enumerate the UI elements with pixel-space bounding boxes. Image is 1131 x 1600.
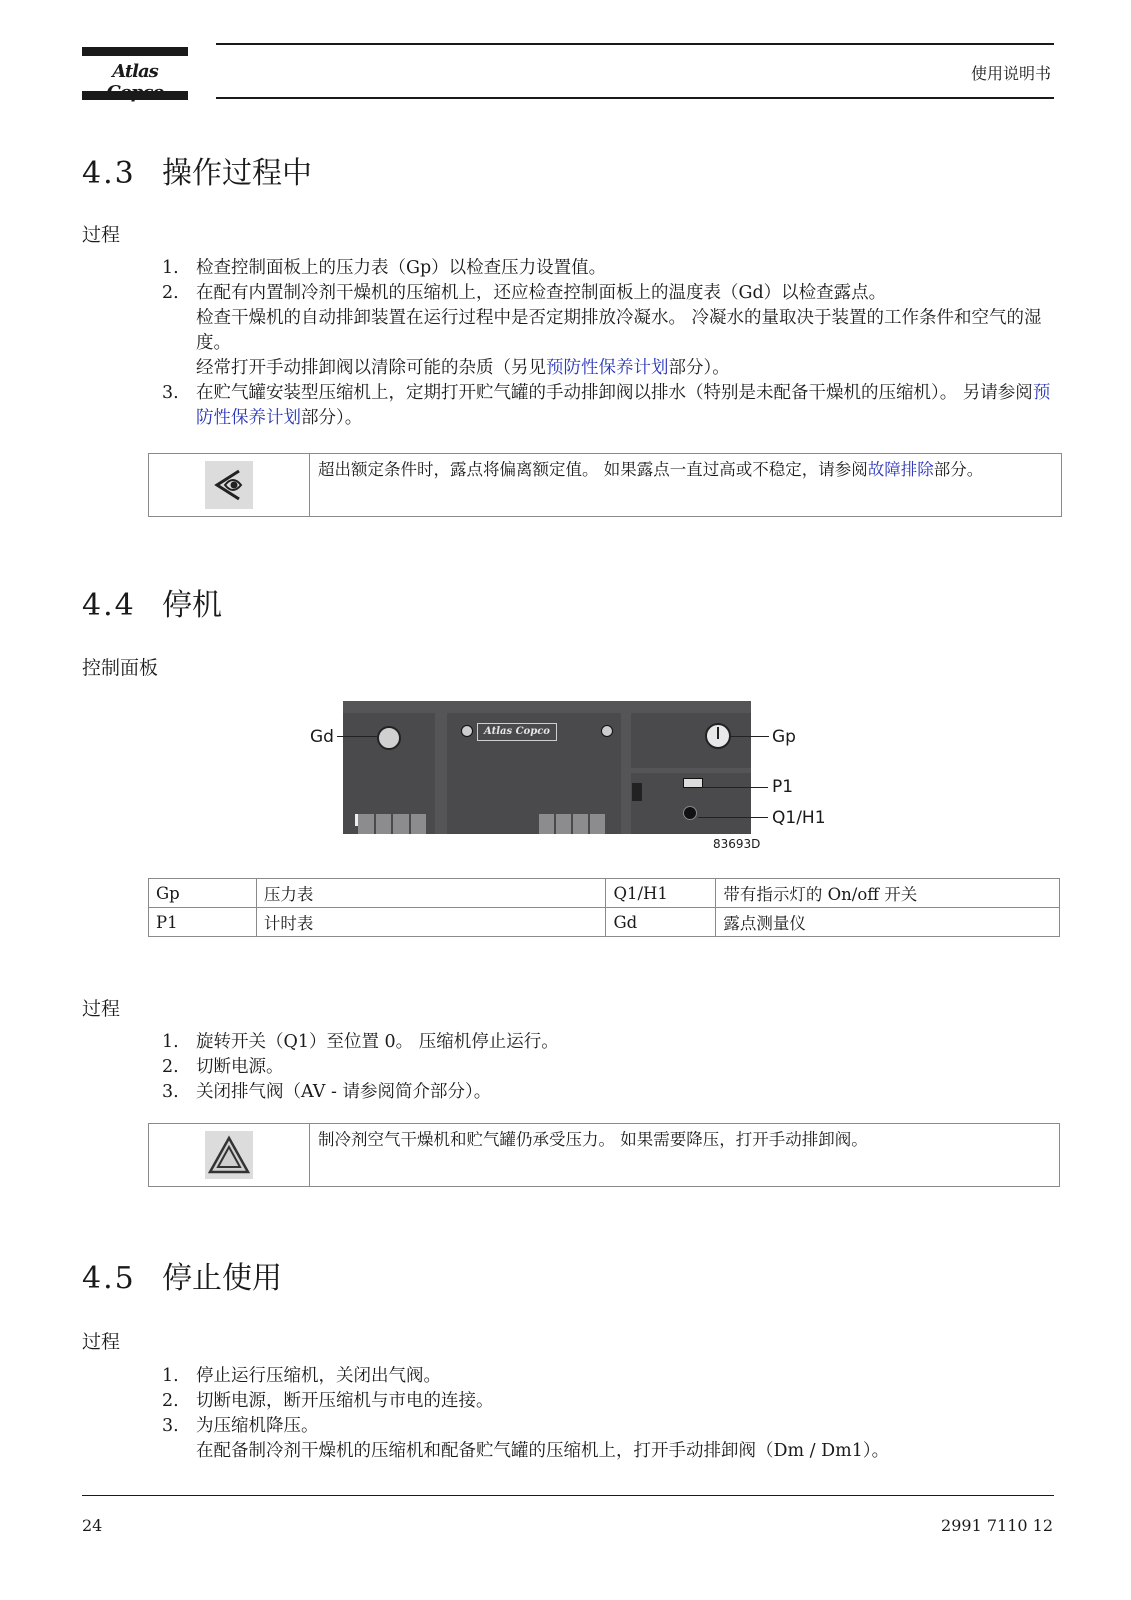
list-line bbox=[196, 1389, 1062, 1414]
list-number: 1. bbox=[162, 1032, 179, 1052]
note-icon-cell bbox=[149, 1124, 310, 1186]
text-run: 制冷剂空气干燥机和贮气罐仍承受压力。 如果需要降压，打开手动排卸阀。 bbox=[318, 1130, 868, 1149]
text-run: 部分）。 bbox=[668, 358, 730, 378]
text-run: 检查控制面板上的压力表（Gp）以检查压力设置值。 bbox=[196, 258, 607, 278]
label-q1h1: Q1/H1 bbox=[772, 808, 826, 828]
list-number: 3. bbox=[162, 383, 179, 403]
list-text bbox=[196, 1389, 1062, 1414]
list-number: 1. bbox=[162, 1366, 179, 1386]
subheading-procedure: 过程 bbox=[82, 224, 121, 246]
list-line bbox=[196, 1439, 1062, 1464]
page-number: 24 bbox=[82, 1516, 103, 1535]
cross-reference-link[interactable]: 故障排除 bbox=[867, 460, 934, 479]
section-number: 4.3 bbox=[82, 156, 136, 191]
header-top-rule bbox=[216, 43, 1054, 45]
procedure-list bbox=[162, 256, 1062, 431]
procedure-list bbox=[162, 1030, 1062, 1105]
p1-hour-meter bbox=[683, 778, 703, 788]
note-text bbox=[310, 454, 1061, 516]
text-run: 切断电源。 bbox=[196, 1057, 284, 1077]
note-text bbox=[310, 1124, 1059, 1186]
side-slot bbox=[632, 783, 642, 801]
list-item bbox=[162, 281, 1062, 381]
text-run: 在贮气罐安装型压缩机上，定期打开贮气罐的手动排卸阀以排水（特别是未配备干燥机的压缩机）。 另请参阅 bbox=[196, 383, 1033, 403]
subheading-procedure: 过程 bbox=[82, 1331, 121, 1353]
list-item bbox=[162, 256, 1062, 281]
list-line bbox=[196, 381, 1062, 431]
atlas-copco-logo bbox=[82, 47, 188, 101]
list-line bbox=[196, 306, 1062, 356]
section-heading-4-3 bbox=[82, 148, 312, 192]
section-number: 4.4 bbox=[82, 588, 136, 623]
list-item bbox=[162, 381, 1062, 431]
list-text bbox=[196, 1364, 1062, 1389]
legend-cell: 压力表 bbox=[256, 879, 606, 908]
figure-code: 83693D bbox=[713, 837, 761, 851]
leader-q1h1 bbox=[698, 817, 768, 818]
text-run: 检查干燥机的自动排卸装置在运行过程中是否定期排放冷凝水。 冷凝水的量取决于装置的工作条件和空气的湿度。 bbox=[196, 308, 1042, 353]
logo-text: Atlas bbox=[112, 61, 158, 82]
vent-center bbox=[539, 814, 605, 834]
table-row bbox=[149, 879, 1060, 908]
section-title: 停机 bbox=[162, 588, 222, 623]
leader-gd bbox=[337, 736, 377, 737]
subheading-control-panel: 控制面板 bbox=[82, 657, 159, 679]
legend-cell: 带有指示灯的 On/off 开关 bbox=[716, 879, 1060, 908]
list-number: 1. bbox=[162, 258, 179, 278]
list-text bbox=[196, 1080, 1062, 1105]
info-note bbox=[148, 453, 1062, 517]
legend-table bbox=[148, 878, 1060, 937]
legend-cell: 露点测量仪 bbox=[716, 908, 1060, 937]
header-bottom-rule bbox=[216, 97, 1054, 99]
text-run: 部分）。 bbox=[301, 408, 363, 428]
list-text bbox=[196, 281, 1062, 381]
list-number: 2. bbox=[162, 1391, 179, 1411]
leader-gp bbox=[729, 736, 769, 737]
list-text bbox=[196, 1055, 1062, 1080]
list-line bbox=[196, 1364, 1062, 1389]
list-text bbox=[196, 256, 1062, 281]
cross-reference-link[interactable]: 预防性保养计划 bbox=[546, 358, 669, 378]
panel-logo: Atlas Copco bbox=[477, 723, 557, 741]
list-item bbox=[162, 1389, 1062, 1414]
legend-cell: Gp bbox=[149, 879, 257, 908]
procedure-list bbox=[162, 1364, 1062, 1464]
list-line bbox=[196, 356, 1062, 381]
list-line bbox=[196, 1055, 1062, 1080]
panel-screw bbox=[601, 725, 613, 737]
list-line bbox=[196, 281, 1062, 306]
list-text bbox=[196, 1030, 1062, 1055]
list-number: 2. bbox=[162, 1057, 179, 1077]
control-panel-image bbox=[343, 701, 751, 834]
list-line bbox=[196, 1080, 1062, 1105]
section-title: 操作过程中 bbox=[162, 156, 312, 191]
legend-cell: 计时表 bbox=[256, 908, 606, 937]
eye-note-icon bbox=[205, 461, 253, 509]
list-number: 3. bbox=[162, 1416, 179, 1436]
list-text bbox=[196, 1414, 1062, 1464]
text-run: 旋转开关（Q1）至位置 0。 压缩机停止运行。 bbox=[196, 1032, 559, 1052]
subheading-procedure: 过程 bbox=[82, 998, 121, 1020]
panel-screw bbox=[461, 725, 473, 737]
gp-needle bbox=[717, 727, 719, 739]
panel-right-top-module bbox=[631, 713, 751, 768]
panel-tag bbox=[355, 814, 358, 826]
list-line bbox=[196, 1030, 1062, 1055]
warning-note bbox=[148, 1123, 1060, 1187]
leader-p1 bbox=[702, 787, 768, 788]
cross-reference-link[interactable]: 预防性保养计划 bbox=[196, 383, 1051, 428]
text-run: 在配备制冷剂干燥机的压缩机和配备贮气罐的压缩机上，打开手动排卸阀（Dm / Dm1）。 bbox=[196, 1441, 890, 1461]
text-run: 停止运行压缩机，关闭出气阀。 bbox=[196, 1366, 441, 1386]
text-run: 经常打开手动排卸阀以清除可能的杂质（另见 bbox=[196, 358, 546, 378]
gd-gauge bbox=[377, 726, 401, 750]
vent-left bbox=[358, 814, 426, 834]
list-item bbox=[162, 1080, 1062, 1105]
section-heading-4-5 bbox=[82, 1253, 282, 1297]
label-gd: Gd bbox=[310, 727, 334, 747]
legend-cell: Gd bbox=[606, 908, 716, 937]
note-icon-cell bbox=[149, 454, 310, 516]
table-row bbox=[149, 908, 1060, 937]
text-run: 关闭排气阀（AV - 请参阅简介部分）。 bbox=[196, 1082, 492, 1102]
warning-triangle-icon bbox=[205, 1131, 253, 1179]
section-number: 4.5 bbox=[82, 1261, 136, 1296]
list-line bbox=[196, 256, 1062, 281]
label-gp: Gp bbox=[772, 727, 796, 747]
text-run: 超出额定条件时，露点将偏离额定值。 如果露点一直过高或不稳定，请参阅 bbox=[318, 460, 868, 479]
q1-switch bbox=[683, 806, 697, 820]
section-heading-4-4 bbox=[82, 580, 222, 624]
list-line bbox=[196, 1414, 1062, 1439]
legend-cell: P1 bbox=[149, 908, 257, 937]
text-run: 在配有内置制冷剂干燥机的压缩机上，还应检查控制面板上的温度表（Gd）以检查露点。 bbox=[196, 283, 887, 303]
list-number: 3. bbox=[162, 1082, 179, 1102]
text-run: 部分。 bbox=[933, 460, 984, 479]
label-p1: P1 bbox=[772, 777, 794, 797]
list-item bbox=[162, 1414, 1062, 1464]
doc-label: 使用说明书 bbox=[970, 64, 1051, 83]
text-run: 切断电源，断开压缩机与市电的连接。 bbox=[196, 1391, 494, 1411]
text-run: 为压缩机降压。 bbox=[196, 1416, 319, 1436]
list-text bbox=[196, 381, 1062, 431]
doc-number: 2991 7110 12 bbox=[941, 1516, 1053, 1535]
list-item bbox=[162, 1030, 1062, 1055]
legend-cell: Q1/H1 bbox=[606, 879, 716, 908]
list-item bbox=[162, 1364, 1062, 1389]
list-number: 2. bbox=[162, 283, 179, 303]
list-item bbox=[162, 1055, 1062, 1080]
section-title: 停止使用 bbox=[162, 1261, 282, 1296]
footer-rule bbox=[82, 1495, 1054, 1496]
